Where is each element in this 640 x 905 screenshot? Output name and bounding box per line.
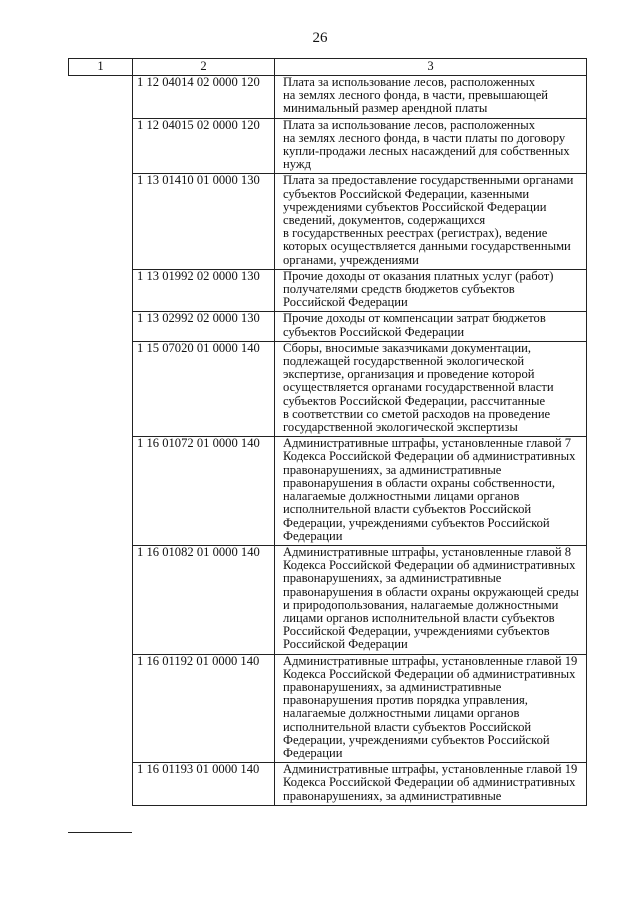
classification-code: 1 16 01192 01 0000 140 [133, 654, 275, 763]
empty-cell-column-1 [69, 545, 133, 654]
description-line: сведений, документов, содержащихся [283, 213, 486, 228]
description-line: Российской Федерации [283, 637, 408, 652]
revenue-description [275, 654, 587, 763]
table-row [69, 118, 587, 174]
empty-cell-column-1 [69, 763, 133, 806]
table-row [69, 312, 587, 341]
description-line: Плата за предоставление государственными органами [283, 173, 574, 188]
revenue-codes-table [68, 58, 587, 806]
description-line: Административные штрафы, установленные главой 7 [283, 436, 572, 451]
description-line: которых осуществляется данными государственными [283, 239, 571, 254]
table-body [69, 76, 587, 806]
description-line: Кодекса Российской Федерации об административных [283, 558, 576, 573]
table-row [69, 654, 587, 763]
description-line: подлежащей государственной экологической [283, 354, 525, 369]
description-line: налагаемые должностными лицами органов [283, 489, 520, 504]
description-line: получателями средств бюджетов субъектов [283, 282, 515, 297]
classification-code: 1 12 04014 02 0000 120 [133, 76, 275, 119]
description-line: лицами органов исполнительной власти субъектов [283, 610, 555, 625]
table-row [69, 437, 587, 546]
revenue-description [275, 545, 587, 654]
description-line: органами, учреждениями [283, 252, 419, 267]
description-line: правонарушениях, за административные [283, 462, 502, 477]
table-row [69, 269, 587, 312]
description-line: на землях лесного фонда, в части, превышающей [283, 88, 549, 103]
description-line: правонарушениях, за административные [283, 679, 502, 694]
description-line: субъектов Российской Федерации, рассчитанные [283, 393, 546, 408]
table-row [69, 545, 587, 654]
description-line: Сборы, вносимые заказчиками документации, [283, 340, 532, 355]
description-line: Кодекса Российской Федерации об административных [283, 449, 576, 464]
description-line: Российской Федерации [283, 295, 408, 310]
revenue-description [275, 763, 587, 806]
empty-cell-column-1 [69, 654, 133, 763]
column-header-3: 3 [275, 59, 587, 76]
revenue-description [275, 118, 587, 174]
empty-cell-column-1 [69, 312, 133, 341]
description-line: Плата за использование лесов, расположенных [283, 75, 536, 89]
classification-code: 1 13 01992 02 0000 130 [133, 269, 275, 312]
empty-cell-column-1 [69, 174, 133, 269]
description-line: Российской Федерации, учреждениями субъектов [283, 624, 550, 639]
empty-cell-column-1 [69, 118, 133, 174]
description-line: правонарушениях, за административные [283, 788, 502, 803]
revenue-description [275, 174, 587, 269]
table-row [69, 341, 587, 436]
description-line: в соответствии со сметой расходов на проведение [283, 406, 551, 421]
column-header-1: 1 [69, 59, 133, 76]
description-line: правонарушения в области охраны окружающей среды [283, 584, 579, 599]
table-header-row [69, 59, 587, 76]
classification-code: 1 16 01082 01 0000 140 [133, 545, 275, 654]
classification-code: 1 16 01193 01 0000 140 [133, 763, 275, 806]
description-line: Федерации [283, 528, 343, 543]
description-line: Плата за использование лесов, расположенных [283, 117, 536, 132]
description-line: на землях лесного фонда, в части платы по договору [283, 130, 566, 145]
classification-code: 1 13 02992 02 0000 130 [133, 312, 275, 341]
classification-code: 1 15 07020 01 0000 140 [133, 341, 275, 436]
description-line: осуществляется органами государственной власти [283, 380, 554, 395]
description-line: купли-продажи лесных насаждений для собственных [283, 144, 570, 159]
table-bottom-border [68, 832, 132, 833]
description-line: минимальный размер арендной платы [283, 101, 488, 116]
empty-cell-column-1 [69, 76, 133, 119]
page-number: 26 [312, 30, 328, 46]
description-line: правонарушениях, за административные [283, 571, 502, 586]
description-line: Административные штрафы, установленные главой 19 [283, 762, 578, 777]
empty-cell-column-1 [69, 269, 133, 312]
description-line: Кодекса Российской Федерации об административных [283, 666, 576, 681]
table-row [69, 76, 587, 119]
description-line: экспертизе, организация и проведение которой [283, 367, 535, 382]
description-line: правонарушения в области охраны собственности, [283, 475, 556, 490]
description-line: и природопользования, налагаемые должностными [283, 597, 559, 612]
description-line: нужд [283, 157, 311, 172]
classification-code: 1 13 01410 01 0000 130 [133, 174, 275, 269]
description-line: Административные штрафы, установленные главой 19 [283, 653, 578, 668]
revenue-description [275, 312, 587, 341]
empty-cell-column-1 [69, 341, 133, 436]
description-line: в государственных реестрах (регистрах), ведение [283, 226, 548, 241]
description-line: государственной экологической экспертизы [283, 420, 518, 435]
description-line: налагаемые должностными лицами органов [283, 706, 520, 721]
description-line: Федерации, учреждениями субъектов Российской [283, 732, 550, 747]
revenue-description [275, 437, 587, 546]
classification-code: 1 16 01072 01 0000 140 [133, 437, 275, 546]
description-line: правонарушения против порядка управления, [283, 693, 528, 708]
description-line: субъектов Российской Федерации, казенными [283, 186, 530, 201]
description-line: Прочие доходы от оказания платных услуг (работ) [283, 268, 554, 283]
table-row [69, 174, 587, 269]
classification-code: 1 12 04015 02 0000 120 [133, 118, 275, 174]
description-line: Федерации, учреждениями субъектов Российской [283, 515, 550, 530]
description-line: субъектов Российской Федерации [283, 324, 465, 339]
revenue-description [275, 76, 587, 119]
description-line: исполнительной власти субъектов Российской [283, 719, 532, 734]
description-line: учреждениями субъектов Российской Федерации [283, 199, 547, 214]
description-line: Кодекса Российской Федерации об административных [283, 775, 576, 790]
description-line: Административные штрафы, установленные главой 8 [283, 544, 572, 559]
description-line: исполнительной власти субъектов Российской [283, 502, 532, 517]
description-line: Прочие доходы от компенсации затрат бюджетов [283, 311, 546, 326]
table-row [69, 763, 587, 806]
revenue-description [275, 341, 587, 436]
empty-cell-column-1 [69, 437, 133, 546]
column-header-2: 2 [133, 59, 275, 76]
description-line: Федерации [283, 745, 343, 760]
revenue-description [275, 269, 587, 312]
